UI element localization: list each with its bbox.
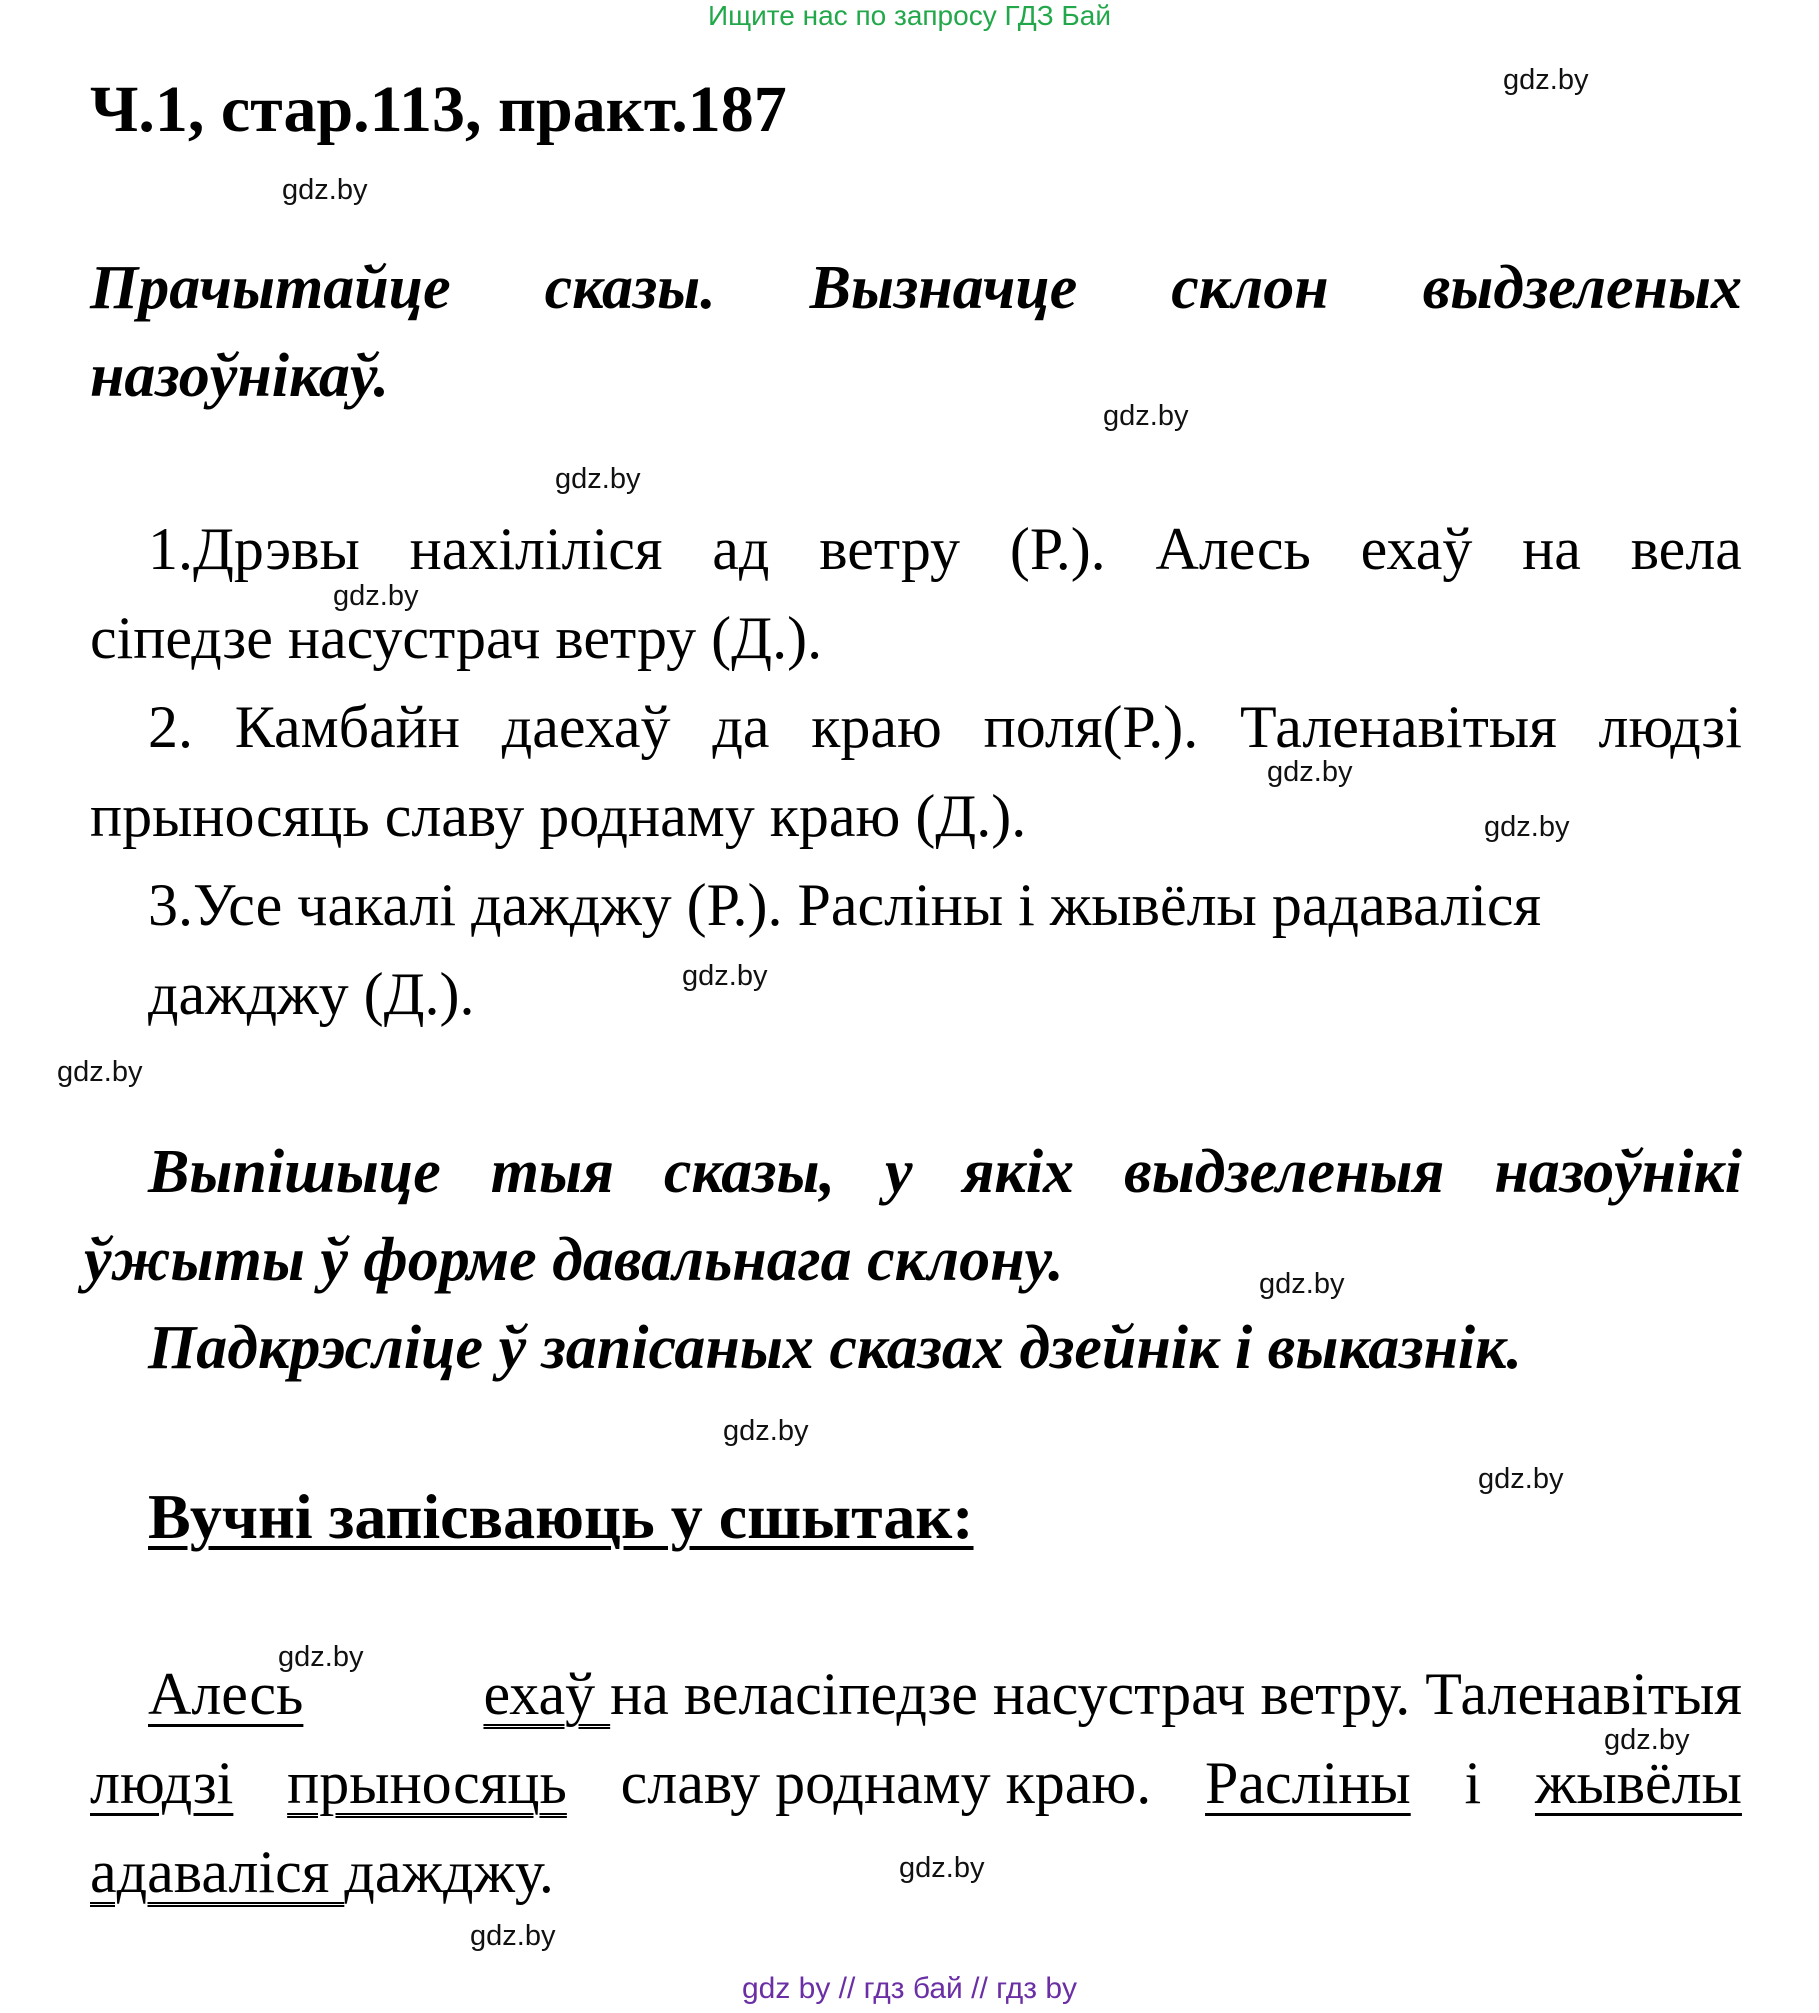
watermark: gdz.by: [1503, 64, 1589, 96]
answer-text: славу роднаму краю.: [620, 1750, 1152, 1816]
word: Таленавітыя: [1240, 694, 1557, 760]
subject-word: Алесь: [148, 1661, 304, 1727]
word: сказы,: [663, 1138, 835, 1206]
word: Алесь: [1155, 516, 1311, 582]
sentence-1a: [148, 515, 1742, 584]
word: якіх: [962, 1138, 1075, 1206]
answer-segment: [483, 1660, 1742, 1729]
word: да: [712, 694, 770, 760]
task2-line1: [148, 1128, 1742, 1216]
footer-links[interactable]: gdz by // гдз бай // гдз by: [741, 1972, 1078, 2005]
answer-heading: Вучні запісваюць у сшытак:: [148, 1481, 974, 1552]
word: выдзеленыя: [1124, 1138, 1445, 1206]
predicate-word: ехаў: [483, 1661, 611, 1727]
word: ехаў: [1360, 516, 1473, 582]
word: ад: [712, 516, 770, 582]
word: 2.: [148, 694, 193, 760]
watermark: gdz.by: [1484, 811, 1570, 843]
answer-text: і: [1464, 1750, 1482, 1816]
predicate-word: прыносяць: [287, 1750, 567, 1816]
word: Вызначце: [809, 254, 1078, 322]
watermark: gdz.by: [1259, 1268, 1345, 1300]
task2-line2: ўжыты ў форме давальнага склону.: [84, 1226, 1064, 1294]
subject-word: жывёлы: [1534, 1750, 1742, 1816]
word: у: [884, 1138, 913, 1206]
word: Прачытайце: [90, 254, 451, 322]
watermark: gdz.by: [1103, 400, 1189, 432]
word: сказы.: [544, 254, 716, 322]
subject-word: Расліны: [1205, 1750, 1411, 1816]
answer-line-3: [90, 1838, 554, 1907]
word: Выпішыце: [148, 1138, 441, 1206]
word: склон: [1171, 254, 1329, 322]
watermark: gdz.by: [470, 1920, 556, 1952]
word: поля(Р.).: [983, 694, 1199, 760]
sentence-1b: сіпедзе насустрач ветру (Д.).: [90, 605, 823, 671]
word: на: [1522, 516, 1581, 582]
task1-line2: назоўнікаў.: [90, 342, 389, 410]
answer-text: на веласіпедзе насустрач ветру. Таленавітыя: [610, 1661, 1742, 1727]
word: ветру: [819, 516, 961, 582]
word: 1.Дрэвы: [148, 516, 360, 582]
watermark: gdz.by: [723, 1415, 809, 1447]
word: нахіліліся: [409, 516, 663, 582]
watermark: gdz.by: [899, 1852, 985, 1884]
watermark: gdz.by: [555, 463, 641, 495]
word: вела: [1630, 516, 1742, 582]
task-instruction-1: [90, 244, 1742, 420]
word: назоўнікі: [1494, 1138, 1742, 1206]
answer-text: дажджу.: [344, 1839, 554, 1905]
word: Камбайн: [234, 694, 460, 760]
word: выдзеленых: [1422, 254, 1742, 322]
predicate-word: адаваліся: [90, 1839, 345, 1905]
sentence-2b: прыносяць славу роднаму краю (Д.).: [90, 783, 1027, 849]
watermark: gdz.by: [1604, 1724, 1690, 1756]
watermark: gdz.by: [1478, 1463, 1564, 1495]
word: людзі: [1598, 694, 1742, 760]
answer-line-1: [148, 1660, 1742, 1729]
page-title: Ч.1, стар.113, практ.187: [90, 73, 787, 146]
watermark: gdz.by: [1267, 756, 1353, 788]
task1-line1: [90, 244, 1742, 332]
word: (Р.).: [1009, 516, 1106, 582]
top-banner[interactable]: Ищите нас по запросу ГДЗ Бай: [707, 0, 1112, 31]
watermark: gdz.by: [682, 960, 768, 992]
task2-line3: Падкрэсліце ў запісаных сказах дзейнік і выказнік.: [148, 1314, 1523, 1382]
sentence-3a: 3.Усе чакалі дажджу (Р.). Расліны і жывёлы радаваліся: [148, 872, 1542, 938]
word: краю: [811, 694, 942, 760]
word: тыя: [490, 1138, 614, 1206]
watermark: gdz.by: [57, 1056, 143, 1088]
watermark: gdz.by: [278, 1641, 364, 1673]
word: даехаў: [501, 694, 671, 760]
sentence-2a: [148, 693, 1742, 762]
watermark: gdz.by: [333, 580, 419, 612]
watermark: gdz.by: [282, 174, 368, 206]
sentence-3b: дажджу (Д.).: [148, 961, 475, 1027]
subject-word: людзі: [90, 1750, 234, 1816]
answer-line-2: [90, 1749, 1742, 1818]
